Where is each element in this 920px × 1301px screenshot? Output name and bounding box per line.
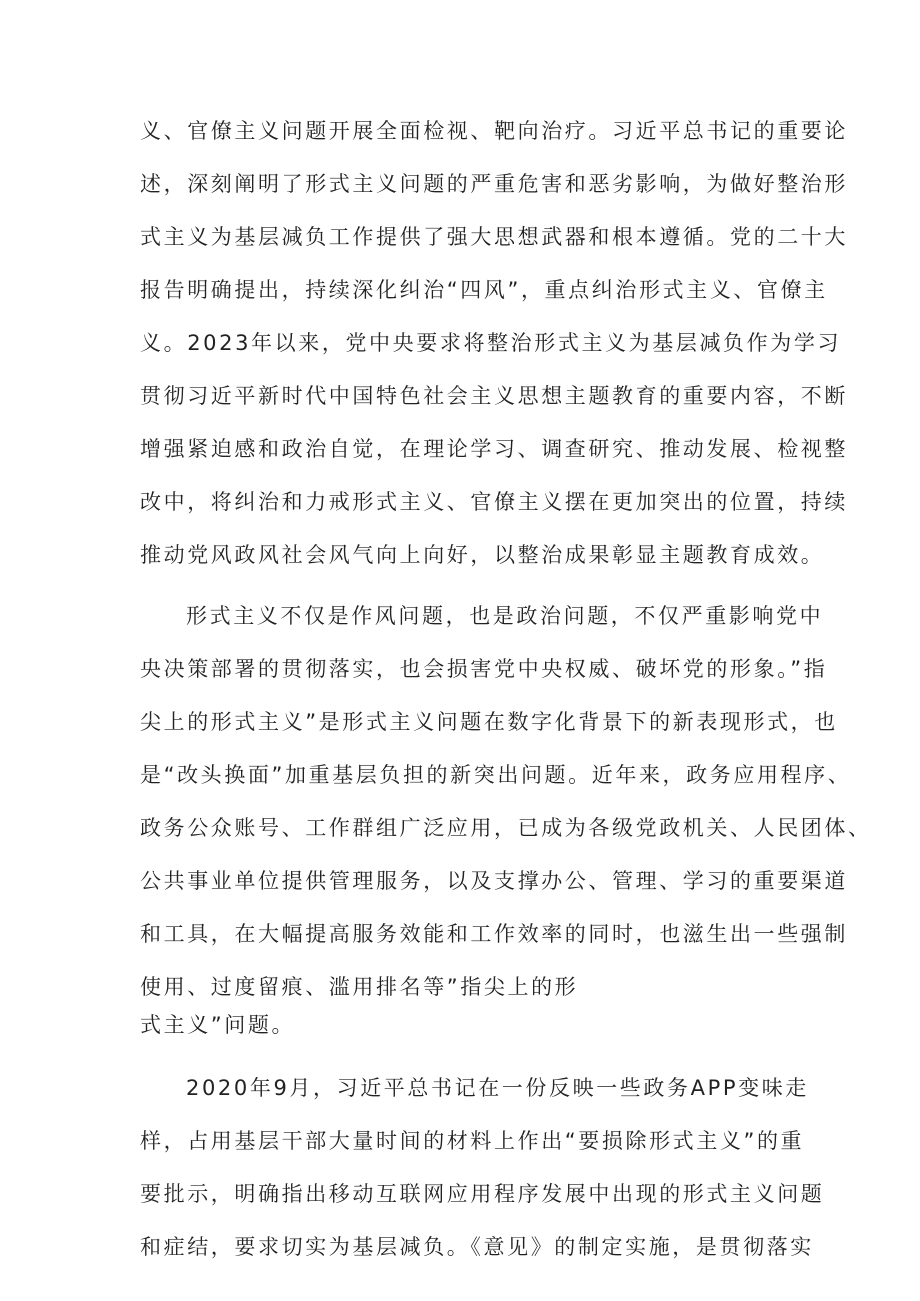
- text-line: 式主义为基层减负工作提供了强大思想武器和根本遵循。党的二十大: [140, 225, 848, 249]
- text-line: 改中，将纠治和力戒形式主义、官僚主义摆在更加突出的位置，持续: [140, 490, 848, 514]
- text-line: 政务公众账号、工作群组广泛应用，已成为各级党政机关、人民团体、: [140, 816, 872, 840]
- text-line: 义、官僚主义问题开展全面检视、靶向治疗。习近平总书记的重要论: [140, 119, 848, 143]
- text-line: 样，占用基层干部大量时间的材料上作出“要损除形式主义”的重: [140, 1129, 805, 1153]
- text-line: 形式主义不仅是作风问题，也是政治问题，不仅严重影响党中: [186, 604, 824, 628]
- text-line: 和工具，在大幅提高服务效能和工作效率的同时，也滋生出一些强制: [140, 922, 848, 946]
- text-line: 尖上的形式主义”是形式主义问题在数字化背景下的新表现形式，也: [140, 710, 838, 734]
- text-line: 义。2023年以来，党中央要求将整治形式主义为基层减负作为学习: [140, 331, 842, 355]
- text-line: 要批示，明确指出移动互联网应用程序发展中出现的形式主义问题: [140, 1182, 825, 1206]
- text-line: 使用、过度留痕、滥用排名等”指尖上的形: [140, 975, 579, 999]
- text-line: 是“改头换面”加重基层负担的新突出问题。近年来，政务应用程序、: [140, 763, 852, 787]
- text-line: 增强紧迫感和政治自觉，在理论学习、调查研究、推动发展、检视整: [140, 437, 848, 461]
- text-line: 2020年9月，习近平总书记在一份反映一些政务APP变味走: [186, 1076, 809, 1100]
- text-line: 推动党风政风社会风气向上向好，以整治成果彰显主题教育成效。: [140, 543, 825, 567]
- text-line: 贯彻习近平新时代中国特色社会主义思想主题教育的重要内容，不断: [140, 384, 848, 408]
- text-line: 央决策部署的贯彻落实，也会损害党中央权威、破坏党的形象。”指: [140, 657, 828, 681]
- text-line: 公共事业单位提供管理服务，以及支撑办公、管理、学习的重要渠道: [140, 869, 848, 893]
- text-line: 和症结，要求切实为基层减负。《意见》的制定实施，是贯彻落实: [140, 1235, 814, 1259]
- text-line: 报告明确提出，持续深化纠治“四风”，重点纠治形式主义、官僚主: [140, 278, 828, 302]
- text-line: 述，深刻阐明了形式主义问题的严重危害和恶劣影响，为做好整治形: [140, 172, 848, 196]
- text-line: 式主义”问题。: [140, 1013, 296, 1037]
